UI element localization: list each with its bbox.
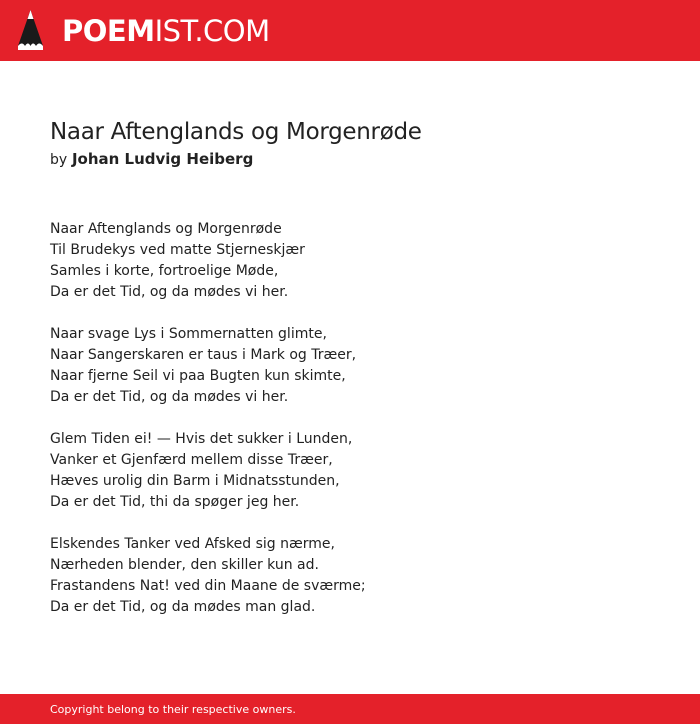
poem-line: Til Brudekys ved matte Stjerneskjær xyxy=(50,242,305,258)
poem-body xyxy=(50,219,670,639)
site-footer xyxy=(0,694,700,724)
poem-line: Naar Aftenglands og Morgenrøde xyxy=(50,221,282,237)
poem-line: Da er det Tid, og da mødes vi her. xyxy=(50,389,289,405)
poem-line: Naar svage Lys i Sommernatten glimte, xyxy=(50,326,327,342)
poem-line: Frastandens Nat! ved din Maane de sværme; xyxy=(50,578,366,594)
poem-line: Nærheden blender, den skiller kun ad. xyxy=(50,557,319,573)
copyright-text: Copyright belong to their respective owners. xyxy=(50,703,296,716)
stanza xyxy=(50,219,670,303)
poem-line: Da er det Tid, thi da spøger jeg her. xyxy=(50,494,300,510)
poem-line: Elskendes Tanker ved Afsked sig nærme, xyxy=(50,536,335,552)
byline xyxy=(50,148,253,171)
author-name[interactable]: Johan Ludvig Heiberg xyxy=(71,150,254,168)
stanza xyxy=(50,534,670,618)
poem-line: Glem Tiden ei! — Hvis det sukker i Lunden, xyxy=(50,431,353,447)
poem-line: Da er det Tid, og da mødes vi her. xyxy=(50,284,289,300)
poem-line: Naar fjerne Seil vi paa Bugten kun skimte, xyxy=(50,368,346,384)
site-header xyxy=(0,0,700,61)
logo-bold-text: POEM xyxy=(62,14,155,48)
poem-title: Naar Aftenglands og Morgenrøde xyxy=(50,119,422,145)
poem-line: Hæves urolig din Barm i Midnatsstunden, xyxy=(50,473,340,489)
poem-line: Vanker et Gjenfærd mellem disse Træer, xyxy=(50,452,333,468)
pencil-icon[interactable] xyxy=(17,8,44,52)
stanza xyxy=(50,324,670,408)
stanza xyxy=(50,429,670,513)
poem-line: Naar Sangerskaren er taus i Mark og Træer, xyxy=(50,347,357,363)
poem-line: Da er det Tid, og da mødes man glad. xyxy=(50,599,316,615)
by-label: by xyxy=(50,152,68,168)
logo-light-text: IST.COM xyxy=(154,14,270,48)
site-logo[interactable] xyxy=(62,13,270,49)
poem-line: Samles i korte, fortroelige Møde, xyxy=(50,263,279,279)
